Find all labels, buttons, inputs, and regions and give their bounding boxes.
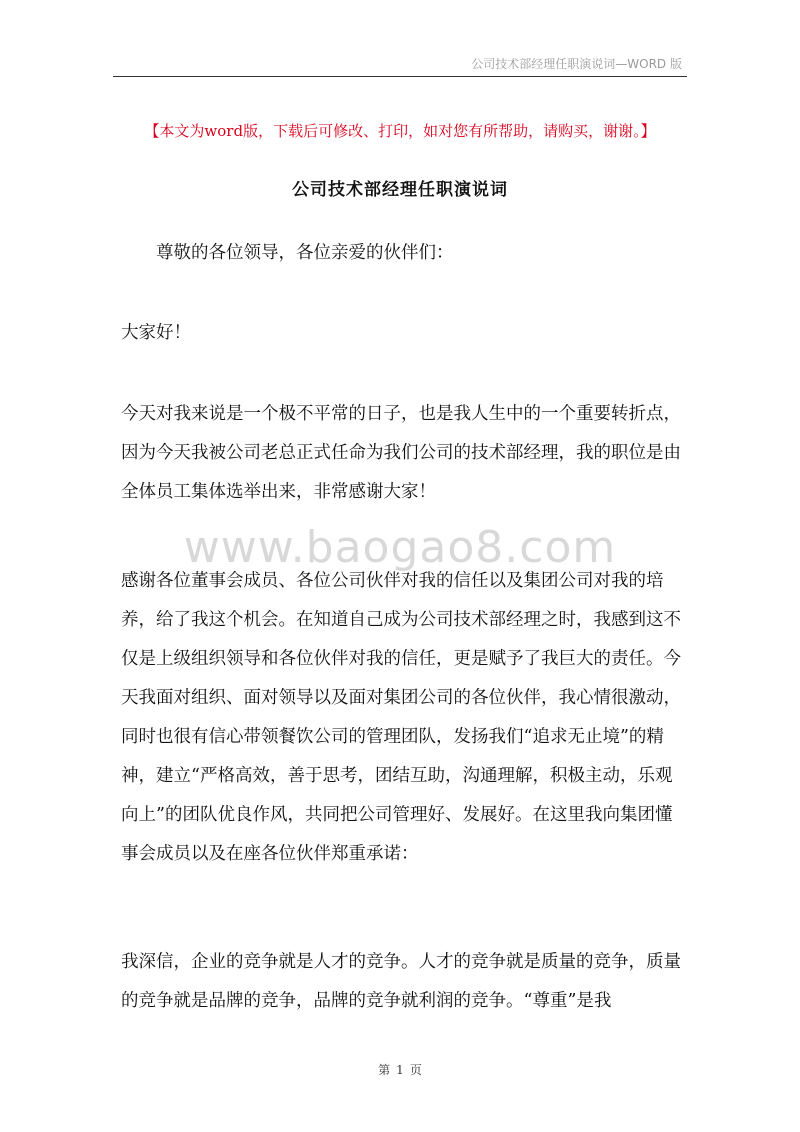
body-paragraph-1: 今天对我来说是一个极不平常的日子，也是我人生中的一个重要转折点，因为今天我被公司老总正式任命为我们公司的技术部经理，我的职位是由全体员工集体选举出来，非常感谢大家！	[121, 404, 681, 502]
footer-prefix: 第	[378, 1063, 391, 1077]
purchase-notice: 【本文为word版，下载后可修改、打印，如对您有所帮助，请购买，谢谢。】	[144, 122, 656, 140]
body-paragraph-2: 感谢各位董事会成员、各位公司伙伴对我的信任以及集团公司对我的培养，给了我这个机会。在知道自己成为公司技术部经理之时，我感到这不仅是上级组织领导和各位伙伴对我的信任，更是赋予了我巨大的责任。今天我面对组织、面对领导以及面对集团公司的各位伙伴，我心情很激动，同时也很有信心带领餐饮公司的管理团队，发扬我们“追求无止境”的精神，建立“严格高效，善于思考，团结互助，沟通理解，积极主动，乐观向上”的团队优良作风，共同把公司管理好、发展好。在这里我向集团懂事会成员以及在座各位伙伴郑重承诺：	[121, 571, 681, 864]
page-number: 1	[396, 1063, 404, 1077]
header-divider	[113, 76, 687, 77]
page-footer	[0, 1061, 800, 1078]
header-doc-label: 公司技术部经理任职演说词—WORD 版	[471, 57, 682, 71]
greeting-paragraph: 大家好！	[121, 323, 191, 343]
salutation-paragraph: 尊敬的各位领导，各位亲爱的伙伴们：	[156, 243, 454, 263]
site-watermark: www.baogao8.com	[183, 522, 617, 573]
document-title: 公司技术部经理任职演说词	[292, 180, 508, 200]
footer-suffix: 页	[409, 1063, 422, 1077]
body-paragraph-3: 我深信，企业的竞争就是人才的竞争。人才的竞争就是质量的竞争，质量的竞争就是品牌的竞争，品牌的竞争就利润的竞争。“尊重”是我	[121, 952, 681, 1011]
